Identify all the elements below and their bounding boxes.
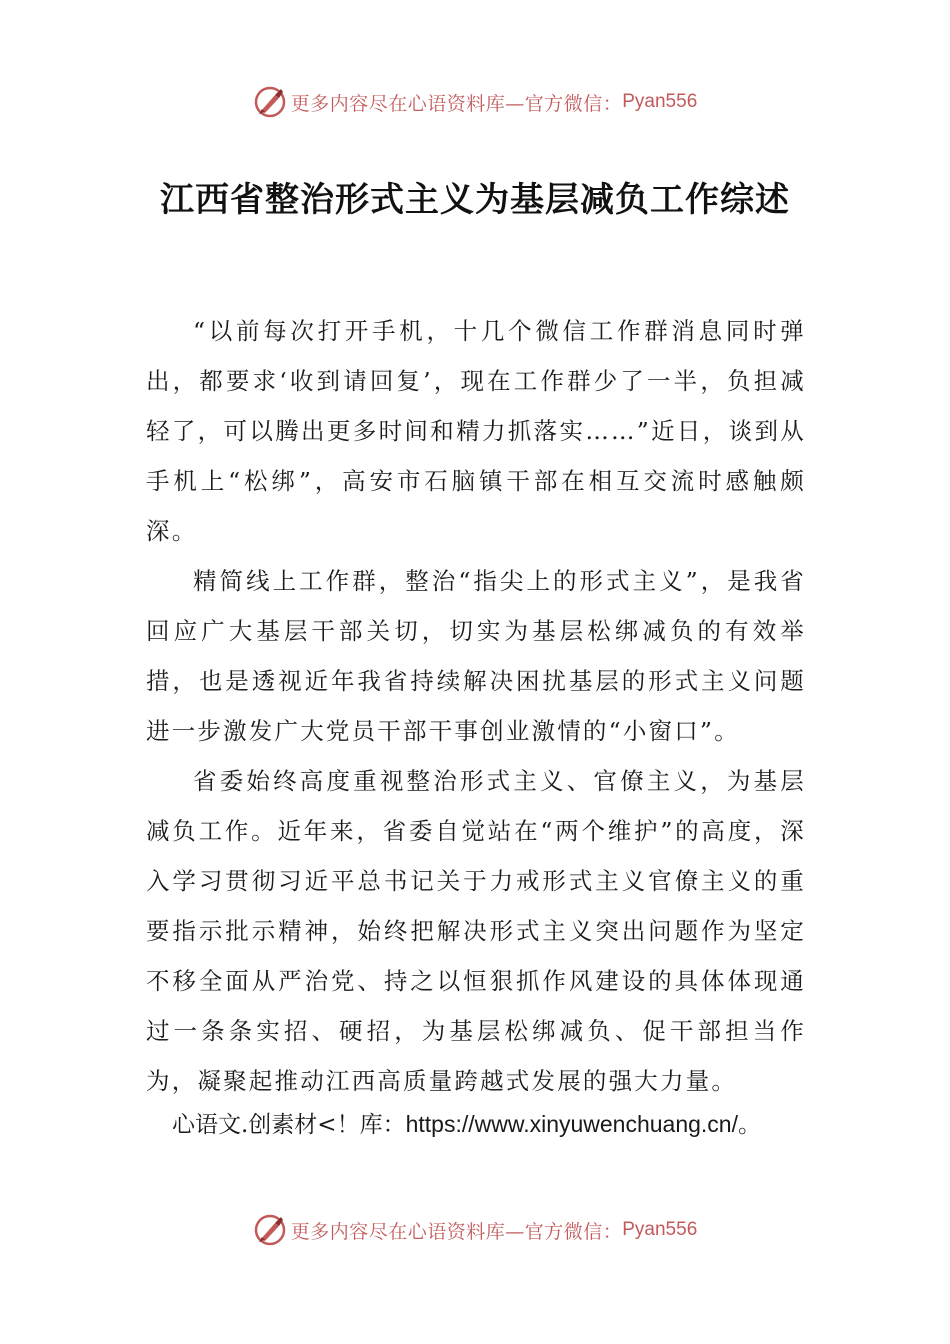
banner-wechat-id: Pyan556 xyxy=(622,91,698,112)
header-banner xyxy=(0,82,950,122)
document-body xyxy=(146,306,806,1106)
banner-wechat-id: Pyan556 xyxy=(622,1219,698,1240)
paragraph-3: 省委始终高度重视整治形式主义、官僚主义，为基层减负工作。近年来，省委自觉站在“两个维护”的高度，深入学习贯彻习近平总书记关于力戒形式主义官僚主义的重要指示批示精神，始终把解决形式主义突出问题作为坚定不移全面从严治党、持之以恒狠抓作风建设的具体体现通过一条条实招、硬招，为基层松绑减负、促干部担当作为，凝聚起推动江西高质量跨越式发展的强大力量。 xyxy=(146,767,806,1095)
source-prefix: 心语文.创素材<！库： xyxy=(172,1112,406,1138)
document-title: 江西省整治形式主义为基层减负工作综述 xyxy=(160,180,790,220)
banner-text: 更多内容尽在心语资料库—官方微信： xyxy=(290,92,623,115)
footer-banner xyxy=(0,1210,950,1250)
pen-nib-logo-icon xyxy=(253,85,287,119)
paragraph-2: 精简线上工作群，整治“指尖上的形式主义”，是我省回应广大基层干部关切，切实为基层松绑减负的有效举措，也是透视近年我省持续解决困扰基层的形式主义问题进一步激发广大党员干部干事创业激情的“小窗口”。 xyxy=(146,567,806,745)
source-line xyxy=(172,1104,761,1145)
pen-nib-logo-icon xyxy=(253,1213,287,1247)
banner-text: 更多内容尽在心语资料库—官方微信： xyxy=(290,1220,623,1243)
source-url-link[interactable]: https://www.xinyuwenchuang.cn/ xyxy=(405,1111,738,1137)
source-suffix: 。 xyxy=(738,1112,761,1138)
paragraph-1: “以前每次打开手机，十几个微信工作群消息同时弹出，都要求‘收到请回复’，现在工作群少了一半，负担减轻了，可以腾出更多时间和精力抓落实……”近日，谈到从手机上“松绑”，高安市石脑镇干部在相互交流时感触颇深。 xyxy=(146,317,806,545)
